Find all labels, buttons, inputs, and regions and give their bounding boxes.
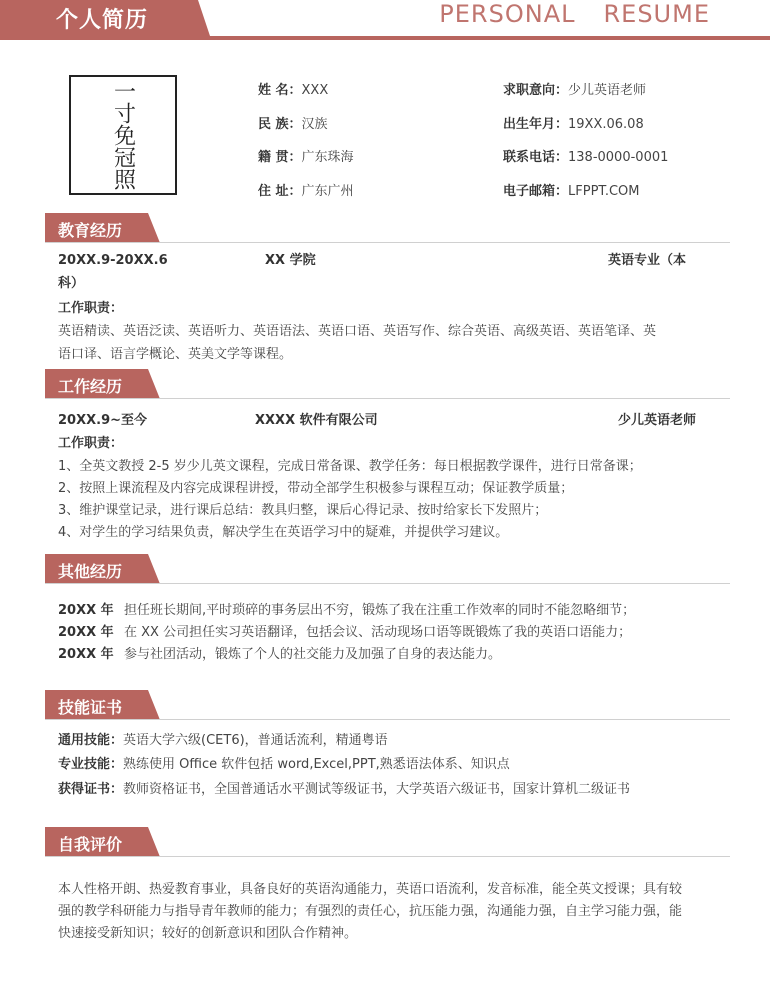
section-self	[45, 827, 730, 857]
photo-placeholder-text: 一寸免冠照	[110, 80, 136, 190]
other-text: 在 XX 公司担任实习英语翻译，包括会议、活动现场口语等既锻炼了我的英语口语能力；	[124, 625, 632, 640]
header-english-title	[439, 0, 710, 28]
section-other	[45, 554, 730, 584]
info-address	[258, 180, 354, 199]
info-intent	[503, 79, 646, 98]
info-birth	[503, 113, 644, 132]
info-origin	[258, 146, 354, 165]
work-duty-item: 4、对学生的学习结果负责，解决学生在英语学习中的疑难，并提供学习建议。	[58, 525, 509, 540]
header-title: 个人简历	[56, 8, 149, 33]
skill-text: 英语大学六级(CET6)，普通话流利，精通粤语	[123, 733, 388, 748]
section-divider	[45, 398, 730, 399]
skill-text: 教师资格证书，全国普通话水平测试等级证书，大学英语六级证书，国家计算机二级证书	[123, 782, 631, 797]
section-work-title: 工作经历	[58, 377, 123, 396]
skill-row	[58, 753, 510, 776]
section-divider	[45, 856, 730, 857]
info-name-label: 姓 名：	[258, 83, 302, 98]
info-email-value: LFPPT.COM	[568, 184, 640, 199]
education-major: 英语专业（本	[608, 253, 687, 268]
other-text: 担任班长期间,平时琐碎的事务层出不穷，锻炼了我在注重工作效率的同时不能忽略细节；	[124, 603, 636, 618]
header-english-word-1: PERSONAL	[439, 0, 576, 28]
info-ethnic	[258, 113, 328, 132]
info-address-value: 广东广州	[301, 184, 354, 199]
info-address-label: 住 址：	[258, 184, 302, 199]
info-email-label: 电子邮箱：	[503, 184, 569, 199]
info-phone	[503, 146, 668, 165]
work-period: 20XX.9~至今	[58, 413, 148, 428]
info-ethnic-label: 民 族：	[258, 117, 302, 132]
info-origin-value: 广东珠海	[301, 150, 354, 165]
self-eval-line2: 强的教学科研能力与指导青年教师的能力；有强烈的责任心，抗压能力强，沟通能力强，自主学习能力强，能	[58, 904, 683, 919]
skill-text: 熟练使用 Office 软件包括 word,Excel,PPT,熟悉语法体系、知识点	[123, 757, 510, 772]
other-year: 20XX 年	[58, 647, 114, 662]
other-year: 20XX 年	[58, 625, 114, 640]
info-name	[258, 79, 328, 98]
work-duty-item: 2、按照上课流程及内容完成课程讲授，带动全部学生积极参与课程互动；保证教学质量；	[58, 481, 574, 496]
self-eval-line3: 快速接受新知识；较好的创新意识和团队合作精神。	[58, 926, 358, 941]
skill-row	[58, 729, 388, 752]
skill-label: 获得证书：	[58, 782, 124, 797]
section-divider	[45, 719, 730, 720]
skill-label: 通用技能：	[58, 733, 124, 748]
skill-row	[58, 778, 630, 801]
work-position: 少儿英语老师	[618, 413, 697, 428]
education-period: 20XX.9-20XX.6	[58, 253, 168, 268]
self-eval-line1: 本人性格开朗、热爱教育事业，具备良好的英语沟通能力，英语口语流利，发音标准，能全英文授课；具有较	[58, 882, 683, 897]
section-other-title: 其他经历	[58, 562, 123, 581]
section-self-title: 自我评价	[58, 835, 123, 854]
info-intent-value: 少儿英语老师	[568, 83, 647, 98]
work-duty-item: 1、全英文教授 2-5 岁少儿英文课程，完成日常备课、教学任务：每日根据教学课件，进行日常备课；	[58, 459, 642, 474]
photo-placeholder	[69, 75, 177, 195]
info-intent-label: 求职意向：	[503, 83, 569, 98]
info-email	[503, 180, 639, 199]
section-skills	[45, 690, 730, 720]
info-phone-label: 联系电话：	[503, 150, 569, 165]
header-divider	[0, 36, 770, 40]
info-phone-value: 138-0000-0001	[568, 150, 669, 165]
section-divider	[45, 242, 730, 243]
info-name-value: XXX	[301, 83, 329, 98]
section-education	[45, 213, 730, 243]
education-courses-line2: 语口译、语言学概论、英美文学等课程。	[58, 347, 293, 362]
info-birth-label: 出生年月：	[503, 117, 569, 132]
info-birth-value: 19XX.06.08	[568, 117, 644, 132]
education-courses-line1: 英语精读、英语泛读、英语听力、英语语法、英语口语、英语写作、综合英语、高级英语、英语笔译、英	[58, 324, 657, 339]
education-school: XX 学院	[265, 253, 316, 268]
other-text: 参与社团活动，锻炼了个人的社交能力及加强了自身的表达能力。	[124, 647, 502, 662]
other-year: 20XX 年	[58, 603, 114, 618]
info-ethnic-value: 汉族	[301, 117, 328, 132]
section-skills-title: 技能证书	[58, 698, 123, 717]
resume-header	[0, 0, 770, 40]
section-education-title: 教育经历	[58, 221, 123, 240]
section-work	[45, 369, 730, 399]
section-divider	[45, 583, 730, 584]
header-english-word-2: RESUME	[603, 0, 710, 28]
skill-label: 专业技能：	[58, 757, 124, 772]
work-duty-item: 3、维护课堂记录，进行课后总结：教具归整，课后心得记录、按时给家长下发照片；	[58, 503, 548, 518]
info-origin-label: 籍 贯：	[258, 150, 302, 165]
education-period-cont: 科）	[58, 276, 85, 291]
work-duty-label: 工作职责：	[58, 436, 124, 451]
education-duty-label: 工作职责：	[58, 301, 124, 316]
work-company: XXXX 软件有限公司	[255, 413, 378, 428]
